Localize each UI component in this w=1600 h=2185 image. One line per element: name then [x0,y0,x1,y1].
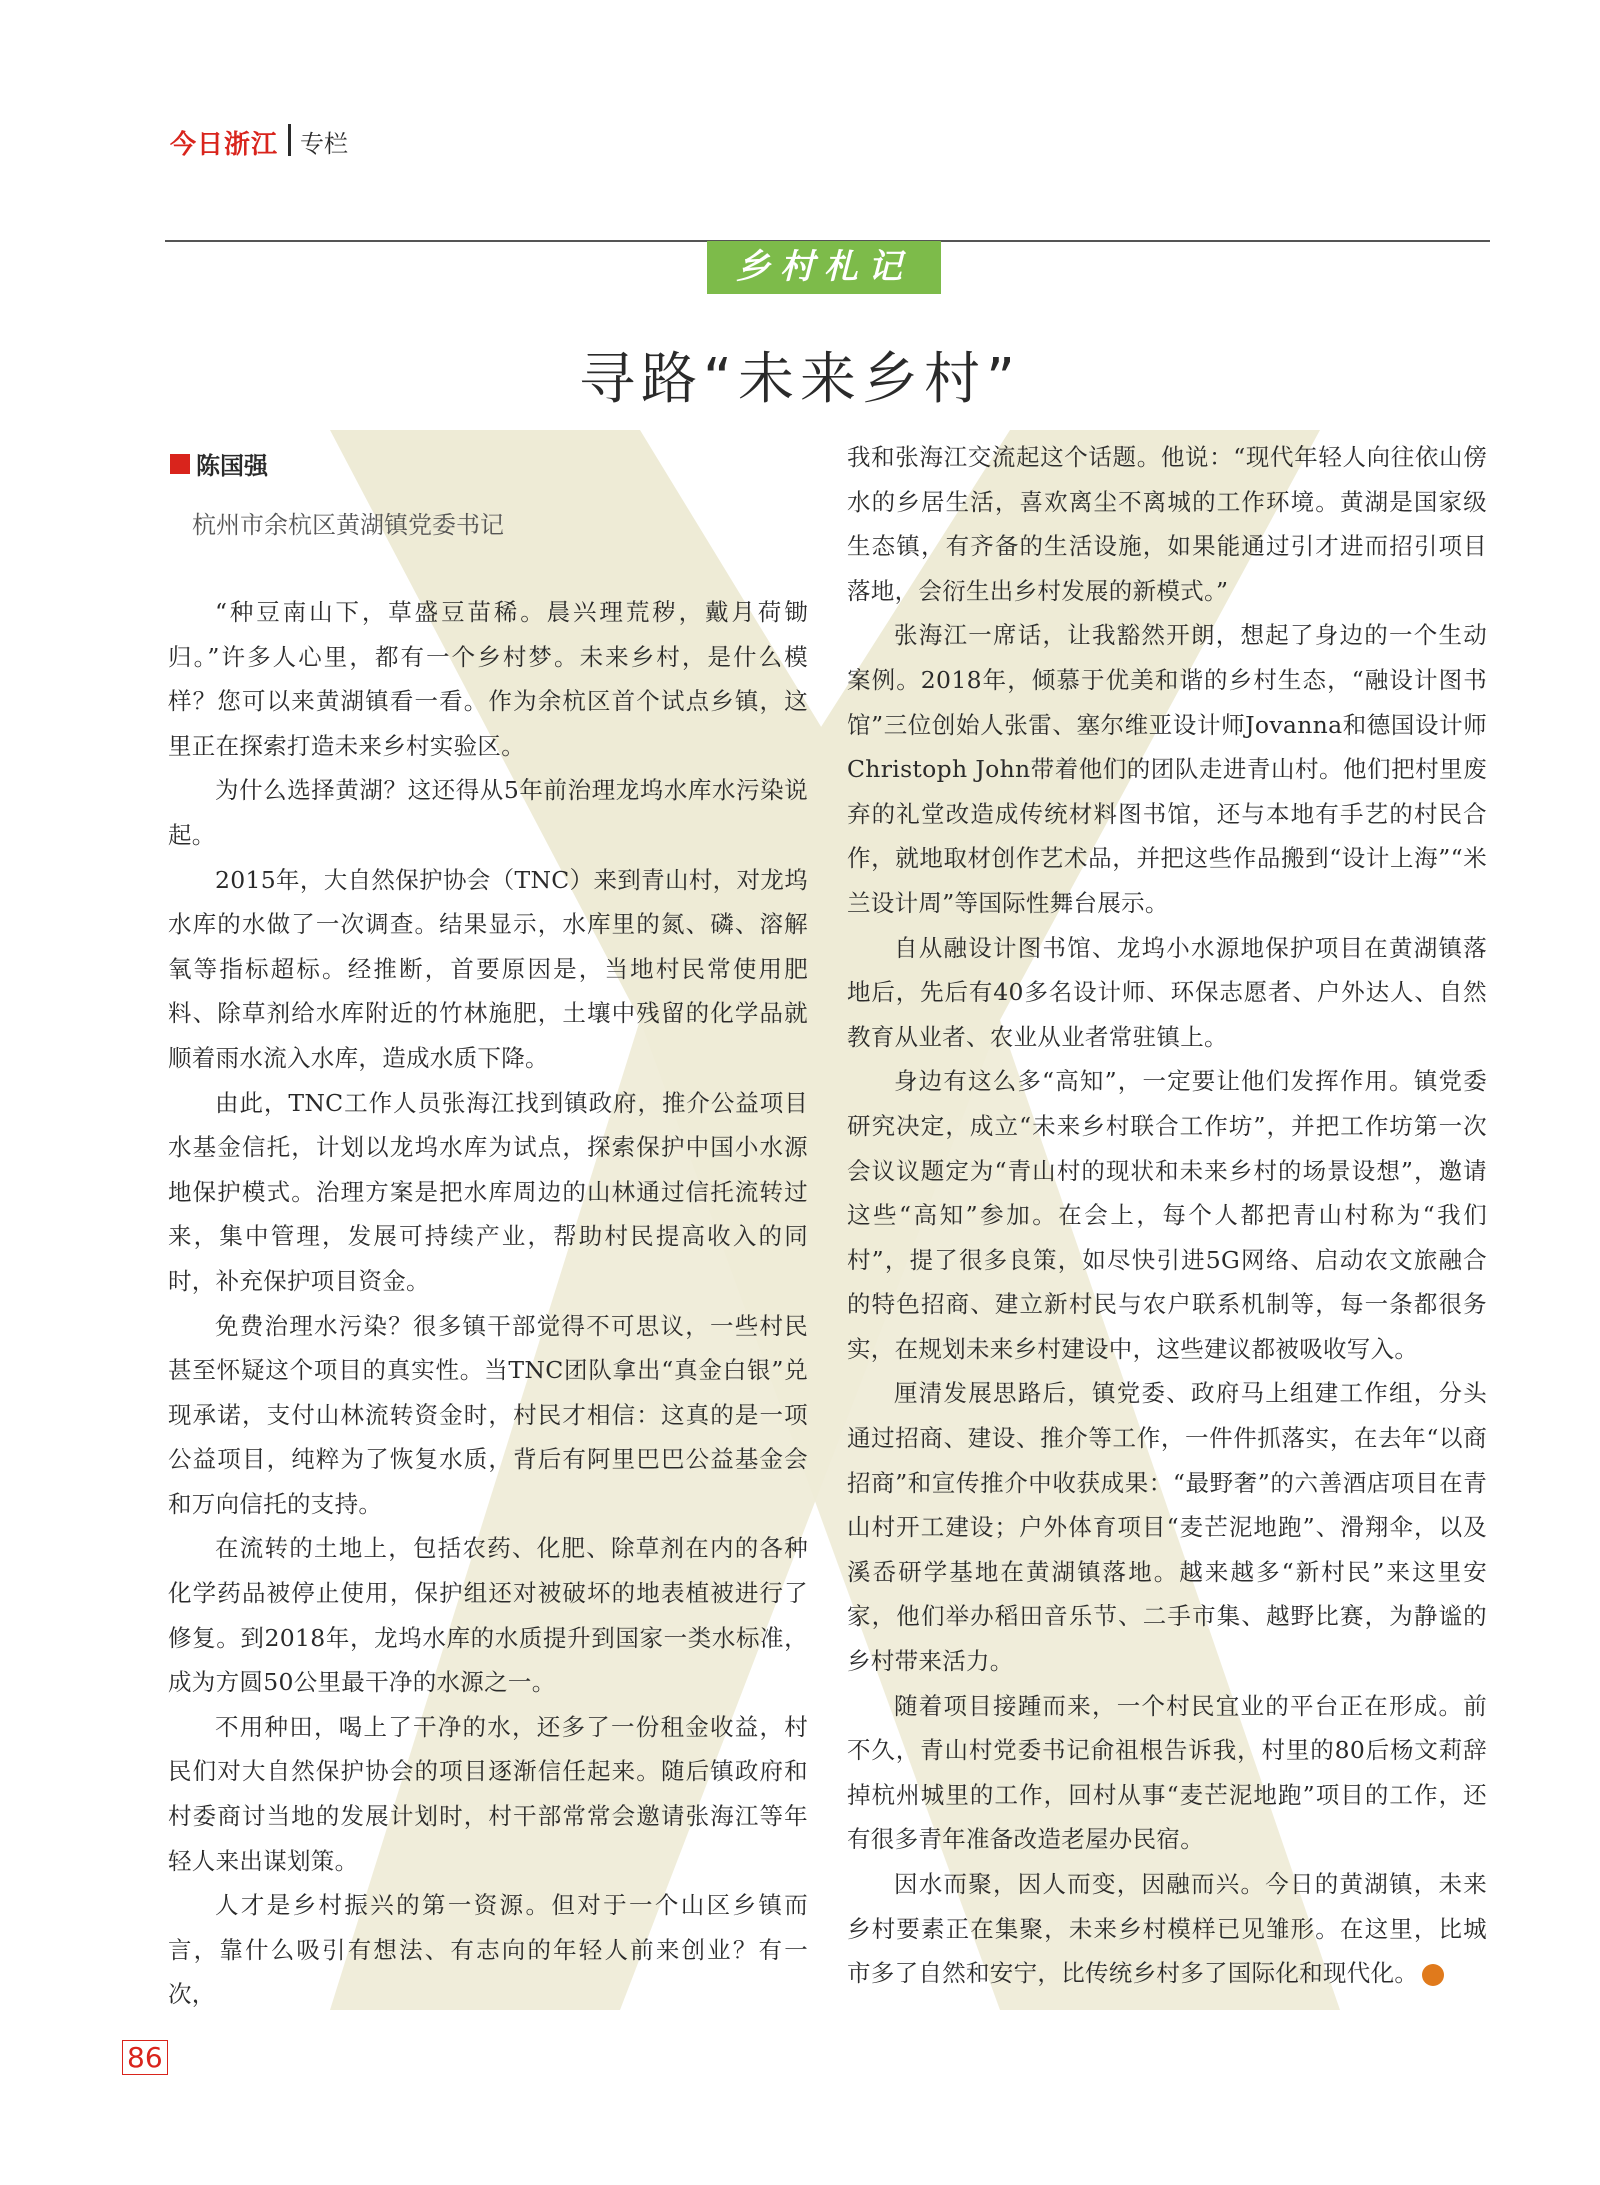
paragraph: 在流转的土地上，包括农药、化肥、除草剂在内的各种化学药品被停止使用，保护组还对被破坏的地表植被进行了修复。到2018年，龙坞水库的水质提升到国家一类水标准，成为方圆50公里最干净的水源之一。 [168,1534,808,1697]
paragraph: 厘清发展思路后，镇党委、政府马上组建工作组，分头通过招商、建设、推介等工作，一件件抓落实，在去年“以商招商”和宣传推介中收获成果：“最野奢”的六善酒店项目在青山村开工建设；户外体育项目“麦芒泥地跑”、滑翔伞，以及溪岙研学基地在黄湖镇落地。越来越多“新村民”来这里安家，他们举办稻田音乐节、二手市集、越野比赛，为静谧的乡村带来活力。 [847,1379,1487,1676]
paragraph: 不用种田，喝上了干净的水，还多了一份租金收益，村民们对大自然保护协会的项目逐渐信任起来。随后镇政府和村委商讨当地的发展计划时，村干部常常会邀请张海江等年轻人来出谋划策。 [168,1712,808,1875]
author-line [170,446,268,481]
page-number: 86 [122,2040,168,2075]
final-paragraph [847,1862,1487,1996]
paragraph: 身边有这么多“高知”，一定要让他们发挥作用。镇党委研究决定，成立“未来乡村联合工作坊”，并把工作坊第一次会议议题定为“青山村的现状和未来乡村的场景设想”，邀请这些“高知”参加。在会上，每个人都把青山村称为“我们村”，提了很多良策，如尽快引进5G网络、启动农文旅融合的特色招商、建立新村民与农户联系机制等，每一条都很务实，在规划未来乡村建设中，这些建议都被吸收写入。 [847,1067,1487,1363]
author-marker-icon [170,454,190,474]
paragraph: 由此，TNC工作人员张海江找到镇政府，推介公益项目水基金信托，计划以龙坞水库为试点，探索保护中国小水源地保护模式。治理方案是把水库周边的山林通过信托流转过来，集中管理，发展可持续产业，帮助村民提高收入的同时，补充保护项目资金。 [168,1088,808,1295]
right-column [847,435,1487,1996]
end-mark-icon [1422,1964,1444,1986]
section-label: 专栏 [300,130,348,158]
author-name: 陈国强 [196,452,268,480]
magazine-logo: 今日浙江 [170,130,279,160]
paragraph: 随着项目接踵而来，一个村民宜业的平台正在形成。前不久，青山村党委书记俞祖根告诉我，村里的80后杨文莉辞掉杭州城里的工作，回村从事“麦芒泥地跑”项目的工作，还有很多青年准备改造老屋办民宿。 [847,1691,1487,1854]
paragraph: 自从融设计图书馆、龙坞小水源地保护项目在黄湖镇落地后，先后有40多名设计师、环保志愿者、户外达人、自然教育从业者、农业从业者常驻镇上。 [847,933,1487,1051]
paragraph-text: 因水而聚，因人而变，因融而兴。今日的黄湖镇，未来乡村要素正在集聚，未来乡村模样已见雏形。在这里，比城市多了自然和安宁，比传统乡村多了国际化和现代化。 [847,1870,1487,1988]
column-badge: 乡村札记 [707,241,941,294]
paragraph: “种豆南山下，草盛豆苗稀。晨兴理荒秽，戴月荷锄归。”许多人心里，都有一个乡村梦。未来乡村，是什么模样？您可以来黄湖镇看一看。作为余杭区首个试点乡镇，这里正在探索打造未来乡村实验区。 [168,598,808,760]
paragraph: 张海江一席话，让我豁然开朗，想起了身边的一个生动案例。2018年，倾慕于优美和谐的乡村生态，“融设计图书馆”三位创始人张雷、塞尔维亚设计师Jovanna和德国设计师Christoph John带着他们的团队走进青山村。他们把村里废弃的礼堂改造成传统材料图书馆，还与本地有手艺的村民合作，就地取材创作艺术品，并把这些作品搬到“设计上海”“米兰设计周”等国际性舞台展示。 [847,621,1487,917]
article-title: 寻路“未来乡村” [578,347,1022,412]
paragraph: 2015年，大自然保护协会（TNC）来到青山村，对龙坞水库的水做了一次调查。结果显示，水库里的氮、磷、溶解氧等指标超标。经推断，首要原因是，当地村民常使用肥料、除草剂给水库附近的竹林施肥，土壤中残留的化学品就顺着雨水流入水库，造成水质下降。 [168,865,808,1072]
paragraph: 免费治理水污染？很多镇干部觉得不可思议，一些村民甚至怀疑这个项目的真实性。当TNC团队拿出“真金白银”兑现承诺，支付山林流转资金时，村民才相信：这真的是一项公益项目，纯粹为了恢复水质，背后有阿里巴巴公益基金会和万向信托的支持。 [168,1311,808,1518]
left-column [168,590,808,2017]
paragraph: 人才是乡村振兴的第一资源。但对于一个山区乡镇而言，靠什么吸引有想法、有志向的年轻人前来创业？有一次， [168,1891,808,2009]
paragraph-continuation: 我和张海江交流起这个话题。他说：“现代年轻人向往依山傍水的乡居生活，喜欢离尘不离城的工作环境。黄湖是国家级生态镇，有齐备的生活设施，如果能通过引才进而招引项目落地，会衍生出乡村发展的新模式。” [847,443,1487,605]
paragraph: 为什么选择黄湖？这还得从5年前治理龙坞水库水污染说起。 [168,776,808,849]
author-title: 杭州市余杭区黄湖镇党委书记 [192,511,504,539]
header-divider [288,124,291,156]
